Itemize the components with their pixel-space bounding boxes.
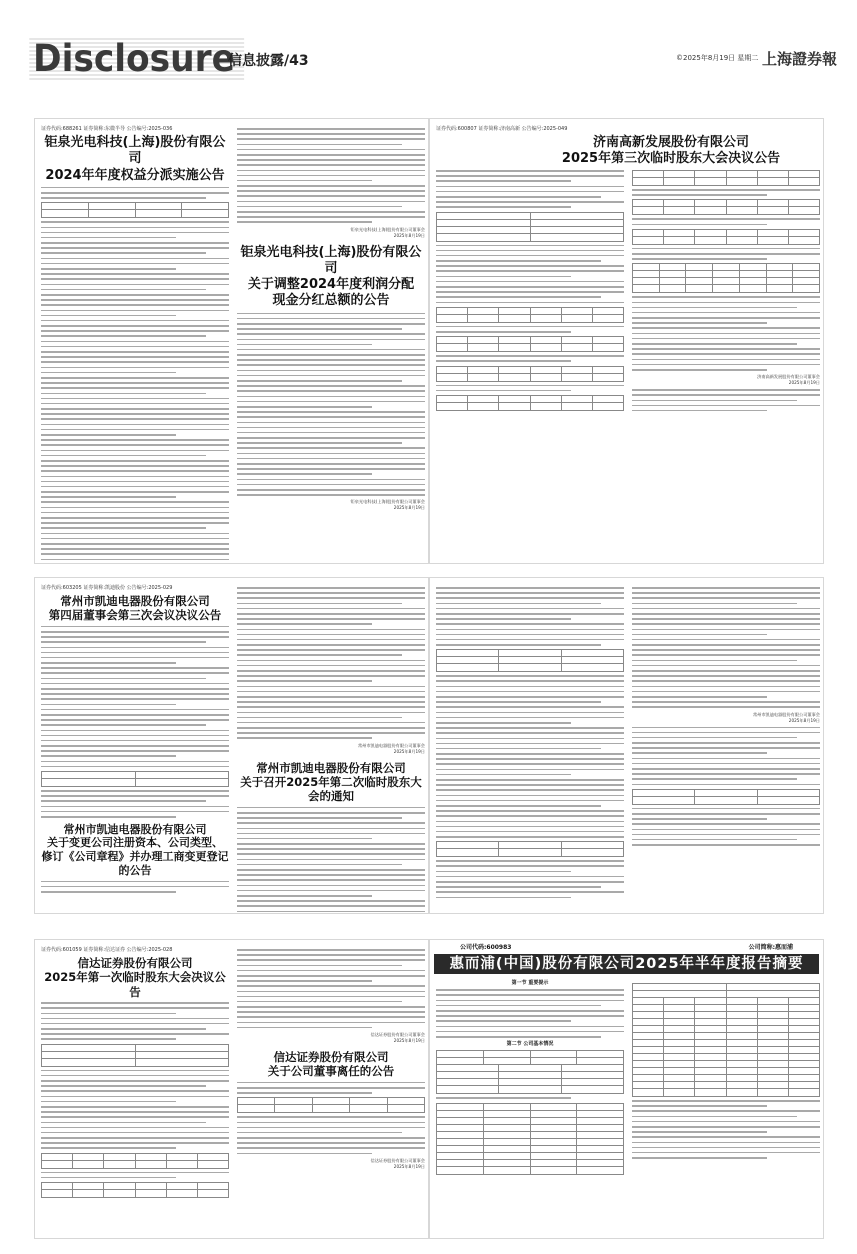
title-line: 常州市凯迪电器股份有限公司 xyxy=(60,594,210,608)
title-line: 关于变更公司注册资本、公司类型、 xyxy=(47,836,223,850)
stock-code: 证券代码:600807 证券简称:济南高新 公告编号:2025-049 xyxy=(436,126,568,132)
body-text xyxy=(436,245,624,304)
column-right xyxy=(632,980,820,1162)
title-line: 钜泉光电科技(上海)股份有限公司 xyxy=(240,244,422,276)
body-text xyxy=(237,949,425,1028)
title-line: 第四届董事会第三次会议决议公告 xyxy=(48,608,222,623)
signer: 济南高新发展股份有限公司董事会 xyxy=(757,374,820,380)
announcement-panel-juquan xyxy=(34,118,429,564)
signer: 信达证券股份有限公司董事会 xyxy=(370,1157,425,1163)
column-left xyxy=(41,125,229,564)
signature xyxy=(237,1032,425,1044)
body-text xyxy=(237,1082,425,1094)
column-full xyxy=(436,125,816,168)
stock-code: 证券代码:603205 证券简称:凯迪股份 公告编号:2025-029 xyxy=(41,585,173,591)
company-code: 公司代码:600983 xyxy=(460,944,512,951)
data-table xyxy=(41,202,229,218)
body-text xyxy=(436,1097,624,1099)
company-short-name: 公司简称:惠而浦 xyxy=(748,944,793,951)
body-text xyxy=(237,807,425,914)
title-line: 2024年年度权益分派实施公告 xyxy=(45,167,225,183)
announcement-title xyxy=(237,1050,425,1079)
title-line: 钜泉光电科技(上海)股份有限公司 xyxy=(44,135,226,167)
body-text xyxy=(237,313,425,496)
vote-table xyxy=(436,307,624,323)
signer: 信达证券股份有限公司董事会 xyxy=(370,1032,425,1037)
column-left xyxy=(436,167,624,414)
column-left xyxy=(436,980,624,1178)
title-line: 常州市凯迪电器股份有限公司 xyxy=(63,822,207,836)
announcement-title xyxy=(41,135,229,184)
column-right xyxy=(632,584,820,849)
title-line: 2025年第一次临时股东大会决议公告 xyxy=(44,970,226,999)
vote-table xyxy=(41,1153,229,1169)
body-text xyxy=(436,989,624,1037)
body-text xyxy=(237,1116,425,1154)
body-text xyxy=(632,296,820,370)
sign-date: 2025年8月19日 xyxy=(788,717,820,723)
body-text xyxy=(632,808,820,846)
vote-table xyxy=(632,170,820,186)
data-table xyxy=(632,789,820,805)
title-line: 修订《公司章程》并办理工商变更登记的公告 xyxy=(41,850,229,877)
body-text xyxy=(237,128,425,223)
vote-table xyxy=(436,395,624,411)
announcement-title xyxy=(41,823,229,878)
announcement-panel-whirlpool xyxy=(429,939,824,1239)
body-text xyxy=(632,218,820,225)
data-table xyxy=(41,771,229,787)
announcement-title xyxy=(41,594,229,623)
company-code-row xyxy=(430,942,823,954)
brand-logo: Disclosure xyxy=(33,37,235,80)
body-text xyxy=(41,790,229,818)
body-text xyxy=(436,860,624,898)
vote-table xyxy=(41,1182,229,1198)
sign-date: 2025年8月19日 xyxy=(788,380,820,386)
announcement-title xyxy=(436,135,816,168)
column-right xyxy=(237,946,425,1170)
signature xyxy=(237,499,425,511)
column-right xyxy=(237,584,425,914)
announcement-title xyxy=(41,956,229,999)
report-banner-title: 惠而浦(中国)股份有限公司2025年半年度报告摘要 xyxy=(434,954,819,974)
column-left xyxy=(436,584,624,902)
sign-date: 2025年8月19日 xyxy=(393,1163,425,1169)
title-line: 关于公司董事离任的公告 xyxy=(267,1064,395,1079)
title-line: 2025年第三次临时股东大会决议公告 xyxy=(561,151,781,167)
body-text xyxy=(41,1002,229,1040)
body-text xyxy=(436,385,624,392)
body-text xyxy=(237,587,425,739)
data-table xyxy=(41,1044,229,1067)
vote-table xyxy=(436,336,624,352)
sign-date: 2025年8月19日 xyxy=(393,1038,425,1043)
body-text xyxy=(41,187,229,199)
vote-table xyxy=(436,366,624,382)
signer: 钜泉光电科技(上海)股份有限公司董事会 xyxy=(350,499,425,505)
signature xyxy=(237,1158,425,1170)
title-line: 济南高新发展股份有限公司 xyxy=(592,135,749,150)
signature xyxy=(237,227,425,239)
body-text xyxy=(436,170,624,208)
body-text xyxy=(436,326,624,333)
section-heading: 第一节 重要提示 xyxy=(511,980,549,986)
body-text xyxy=(632,727,820,786)
body-text xyxy=(632,587,820,708)
issue-date: ©2025年8月19日 星期二 xyxy=(676,54,759,62)
title-line: 关于召开2025年第二次临时股东大会的通知 xyxy=(240,775,422,804)
title-line: 关于调整2024年度利润分配 xyxy=(247,277,415,293)
announcement-panel-jinan-hitech xyxy=(429,118,824,564)
signer: 钜泉光电科技(上海)股份有限公司董事会 xyxy=(350,226,425,232)
sign-date: 2025年8月19日 xyxy=(393,748,425,754)
column-left xyxy=(41,584,229,896)
title-line: 信达证券股份有限公司 xyxy=(77,956,193,970)
announcement-title xyxy=(237,245,425,310)
signature xyxy=(632,374,820,386)
title-line: 信达证券股份有限公司 xyxy=(273,1050,389,1064)
body-text xyxy=(436,587,624,646)
title-line: 现金分红总额的公告 xyxy=(272,293,390,309)
body-text xyxy=(632,248,820,260)
column-left xyxy=(41,946,229,1201)
body-text xyxy=(436,675,624,837)
vote-table xyxy=(632,199,820,215)
announcement-panel-kaidi xyxy=(34,577,429,914)
body-text xyxy=(41,221,229,564)
data-table xyxy=(237,1097,425,1113)
stock-code: 证券代码:688261 证券简称:东微半导 公告编号:2025-036 xyxy=(41,126,173,132)
sign-date: 2025年8月19日 xyxy=(393,232,425,238)
shareholder-table xyxy=(632,983,820,1097)
section-title: 信息披露/43 xyxy=(228,53,309,69)
title-line: 常州市凯迪电器股份有限公司 xyxy=(256,760,406,775)
data-table xyxy=(436,212,624,242)
body-text xyxy=(41,1070,229,1149)
announcement-panel-cinda xyxy=(34,939,429,1239)
vote-table xyxy=(632,263,820,293)
announcement-title xyxy=(237,761,425,804)
signature xyxy=(632,712,820,724)
body-text xyxy=(632,389,820,411)
stock-code: 证券代码:601059 证券简称:信达证券 公告编号:2025-028 xyxy=(41,947,173,953)
data-table xyxy=(436,841,624,857)
body-text xyxy=(632,189,820,196)
newspaper-name: 上海證券報 xyxy=(762,50,838,68)
announcement-panel-kaidi-continued xyxy=(429,577,824,914)
signature xyxy=(237,743,425,755)
body-text xyxy=(41,881,229,893)
column-right xyxy=(237,125,425,511)
signer: 常州市凯迪电器股份有限公司董事会 xyxy=(357,742,425,748)
body-text xyxy=(41,626,229,768)
company-info-table xyxy=(436,1050,624,1094)
body-text xyxy=(41,1172,229,1179)
signer: 常州市凯迪电器股份有限公司董事会 xyxy=(752,711,820,717)
data-table xyxy=(436,649,624,672)
financial-table xyxy=(436,1103,624,1175)
vote-table xyxy=(632,229,820,245)
section-heading: 第二节 公司基本情况 xyxy=(506,1041,554,1048)
body-text xyxy=(632,1100,820,1159)
masthead xyxy=(0,0,857,80)
sign-date: 2025年8月19日 xyxy=(393,505,425,511)
body-text xyxy=(436,355,624,362)
column-right xyxy=(632,167,820,415)
